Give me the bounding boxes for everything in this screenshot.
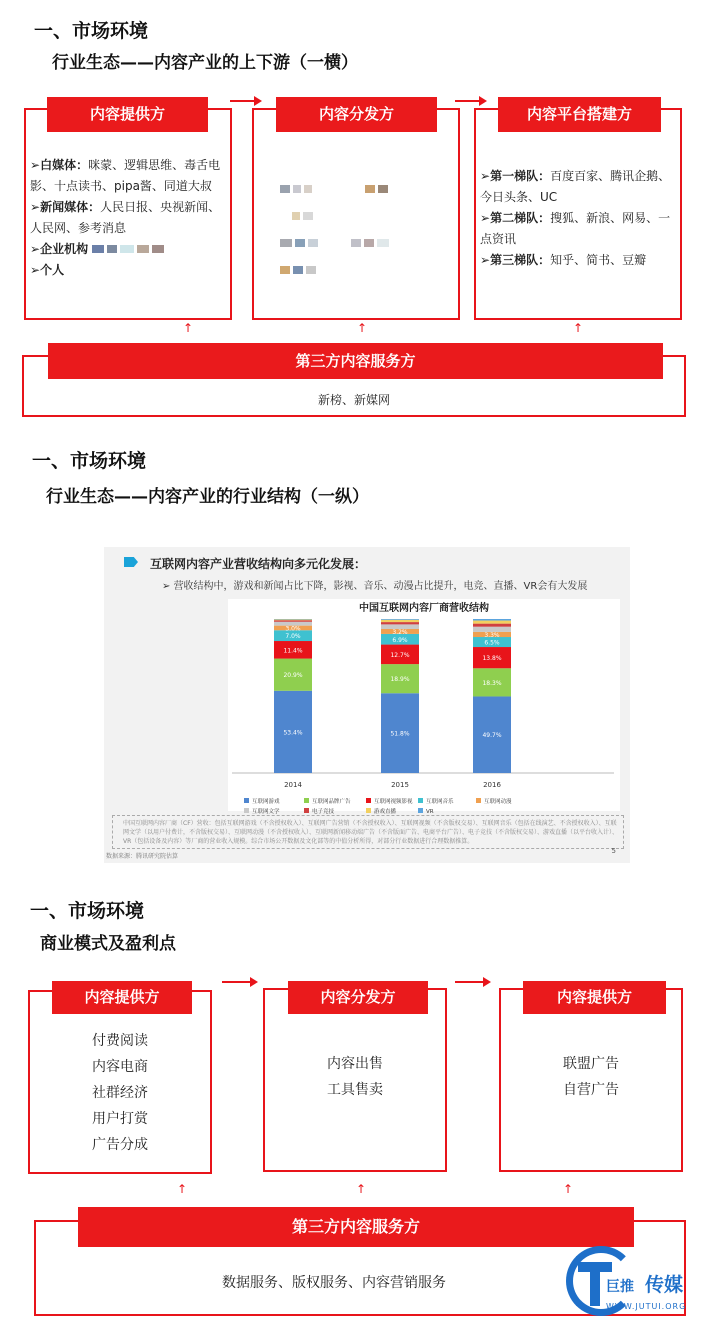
- section2-title: 一、市场环境: [32, 450, 147, 472]
- logo-text-jutui: 巨推: [606, 1276, 634, 1296]
- biz-third-header: 第三方内容服务方: [78, 1207, 634, 1247]
- legend-swatch-7: [366, 808, 371, 813]
- bar-label-2016-1: 18.3%: [482, 679, 502, 687]
- revenue-panel: [104, 547, 630, 863]
- upstream-distributor-header: 内容分发方: [276, 97, 437, 132]
- biz-provider-header: 内容提供方: [52, 981, 192, 1014]
- bar-label-2015-4: 3.2%: [392, 628, 408, 636]
- biz-up-arrow-2: ↑: [356, 1182, 367, 1196]
- bar-segment-2015-5: [381, 624, 419, 629]
- biz-item: 内容电商: [92, 1059, 148, 1075]
- legend-label-2: 互联网视频影视: [374, 799, 413, 805]
- bar-segment-2016-8: [473, 619, 511, 621]
- biz-arrow-2-3: [455, 981, 489, 983]
- provider-item-enterprise: ➢企业机构: [30, 239, 226, 260]
- up-arrow-1: ↑: [183, 321, 194, 335]
- bar-label-2016-0: 49.7%: [482, 732, 502, 740]
- bar-label-2014-0: 53.4%: [283, 729, 303, 737]
- revenue-chart: [104, 547, 630, 815]
- biz-distributor-header: 内容分发方: [288, 981, 428, 1014]
- bar-segment-2016-5: [473, 627, 511, 632]
- panel-heading: 互联网内容产业营收结构向多元化发展：: [150, 557, 367, 571]
- bar-label-2015-1: 18.9%: [390, 676, 410, 684]
- bar-segment-2014-6: [274, 620, 312, 622]
- bar-segment-2015-6: [381, 622, 419, 624]
- biz-provider2-items: [499, 1051, 683, 1103]
- section1-title: 一、市场环境: [34, 20, 149, 42]
- bar-label-2015-3: 6.9%: [392, 636, 408, 644]
- upstream-provider-header: 内容提供方: [47, 97, 208, 132]
- bar-segment-2015-7: [381, 620, 419, 622]
- x-tick-label-2015: 2015: [391, 781, 409, 789]
- provider-item-news: ➢新闻媒体：人民日报、央视新闻、人民网、参考消息: [30, 200, 221, 235]
- biz-provider-items: [28, 1028, 212, 1158]
- upstream-third-header: 第三方内容服务方: [48, 343, 663, 379]
- logo-text-media: 传媒: [645, 1274, 684, 1296]
- provider-item-wemedia: ➢白媒体：咪蒙、逻辑思维、毒舌电影、十点读书、pipa酱、同道大叔: [30, 158, 221, 193]
- legend-swatch-6: [304, 808, 309, 813]
- provider-item-individual: ➢个人: [30, 263, 65, 277]
- legend-swatch-8: [418, 808, 423, 813]
- upstream-platform-header: 内容平台搭建方: [498, 97, 661, 132]
- legend-swatch-0: [244, 798, 249, 803]
- bar-segment-2016-7: [473, 621, 511, 624]
- logo-t-stem: [590, 1262, 600, 1306]
- biz-item: 用户打赏: [92, 1111, 148, 1127]
- bar-label-2014-4: 3.0%: [285, 625, 301, 633]
- bar-label-2014-1: 20.9%: [283, 672, 303, 680]
- biz-item: 广告分成: [92, 1137, 148, 1153]
- panel-page-number: 5: [611, 847, 616, 855]
- biz-arrow-1-2: [222, 981, 256, 983]
- upstream-third-text: 新榜、新媒网: [317, 393, 390, 407]
- up-arrow-2: ↑: [357, 321, 368, 335]
- biz-up-arrow-1: ↑: [177, 1182, 188, 1196]
- bar-label-2015-0: 51.8%: [390, 730, 410, 738]
- distributor-redacted-logos: [280, 178, 440, 278]
- legend-label-7: 游戏直播: [374, 809, 397, 815]
- logo-url: WWW.JUTUI.ORG: [606, 1302, 687, 1311]
- biz-item: 内容出售: [327, 1056, 383, 1072]
- bar-segment-2014-7: [274, 619, 312, 620]
- biz-item: 工具售卖: [327, 1082, 383, 1098]
- legend-label-6: 电子竞技: [312, 809, 335, 815]
- biz-item: 社群经济: [92, 1085, 148, 1101]
- biz-item: 联盟广告: [563, 1056, 619, 1072]
- biz-distributor-items: [263, 1051, 447, 1103]
- panel-subheading: ➢ 营收结构中，游戏和新闻占比下降，影视、音乐、动漫占比提升，电竞、直播、VR会有大发展: [162, 581, 588, 592]
- panel-source: 数据来源：腾讯研究院估算: [106, 853, 179, 860]
- arrow-1-2: [230, 100, 260, 102]
- legend-label-0: 互联网游戏: [252, 799, 280, 805]
- legend-swatch-5: [244, 808, 249, 813]
- section2-subtitle: 行业生态——内容产业的行业结构（一纵）: [46, 487, 369, 507]
- biz-up-arrow-3: ↑: [563, 1182, 574, 1196]
- biz-provider2-header: 内容提供方: [523, 981, 666, 1014]
- legend-swatch-3: [418, 798, 423, 803]
- section1-subtitle: 行业生态——内容产业的上下游（一横）: [52, 53, 358, 73]
- bar-label-2015-2: 12.7%: [390, 651, 410, 659]
- bar-label-2016-4: 3.3%: [484, 631, 500, 639]
- bar-segment-2015-8: [381, 619, 419, 620]
- legend-label-4: 互联网动漫: [484, 799, 512, 805]
- bar-label-2014-2: 11.4%: [283, 647, 303, 655]
- legend-label-1: 互联网品牌广告: [312, 799, 351, 805]
- legend-swatch-2: [366, 798, 371, 803]
- legend-label-8: VR: [426, 809, 434, 815]
- bar-label-2014-3: 7.0%: [285, 633, 301, 641]
- legend-swatch-4: [476, 798, 481, 803]
- platform-tier1: ➢第一梯队：百度百家、腾讯企鹅、今日头条、UC: [480, 169, 671, 204]
- biz-third-text: 数据服务、版权服务、内容营销服务: [222, 1275, 446, 1291]
- bar-segment-2016-6: [473, 624, 511, 627]
- bar-segment-2014-5: [274, 622, 312, 626]
- upstream-platform-list: [480, 166, 676, 271]
- upstream-provider-list: [30, 155, 226, 281]
- x-tick-label-2016: 2016: [483, 781, 501, 789]
- biz-item: 自营广告: [563, 1082, 619, 1098]
- arrow-2-3: [455, 100, 485, 102]
- up-arrow-3: ↑: [573, 321, 584, 335]
- section3-subtitle: 商业模式及盈利点: [40, 934, 176, 954]
- x-tick-label-2014: 2014: [284, 781, 302, 789]
- legend-label-3: 互联网音乐: [426, 799, 454, 805]
- bar-label-2016-2: 13.8%: [482, 655, 502, 663]
- biz-item: 付费阅读: [92, 1033, 148, 1049]
- chart-title: 中国互联网内容厂商营收结构: [359, 603, 489, 614]
- platform-tier3: ➢第三梯队：知乎、简书、豆瓣: [480, 253, 647, 267]
- legend-label-5: 互联网文学: [252, 809, 280, 815]
- platform-tier2: ➢第二梯队：搜狐、新浪、网易、一点资讯: [480, 211, 671, 246]
- panel-note: 中国互联网内容厂商（CF）营收：包括互联网游戏（不含授权收入）、互联网广告营销（不含授权收入）、互联网视频（不含版权交易）、互联网音乐（包括在线演艺、不含授权收入）、互联网文学（以用户付费计，不含版权交易）、互联网动漫（不含授权收入）、互联网新闻移动端广告（不含版面广告、电商平台广告）、电子竞技（不含版权交易）、游戏直播（以平台收入计）、VR（包括设备及内容）等厂商的营业收入规模。综合市场公开数据及文化部等的中值分析所得，对部分行业数据进行合理数据推算。: [112, 815, 624, 849]
- section3-title: 一、市场环境: [30, 900, 145, 922]
- legend-swatch-1: [304, 798, 309, 803]
- bar-label-2016-3: 6.5%: [484, 639, 500, 647]
